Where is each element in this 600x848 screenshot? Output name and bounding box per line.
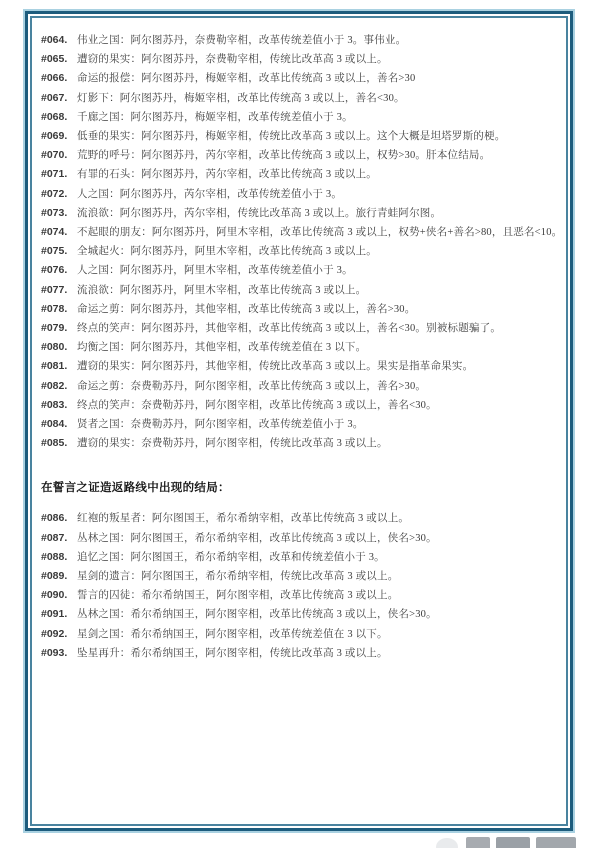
watermark-logo-icon <box>436 838 458 848</box>
ending-number: #074. <box>41 226 68 239</box>
ending-text: 流浪欲：阿尔图苏丹，芮尔宰相，传统比改革高 3 或以上。旅行青蛙阿尔图。 <box>77 207 442 219</box>
ending-text: 人之国：阿尔图苏丹，阿里木宰相，改革传统差值小于 3。 <box>77 265 353 277</box>
ending-entry <box>41 146 558 165</box>
article-content <box>32 18 566 824</box>
ending-text: 灯影下：阿尔图苏丹，梅姬宰相，改革比传统高 3 或以上，善名<30。 <box>77 92 405 104</box>
ending-number: #071. <box>41 168 68 181</box>
ending-number: #088. <box>41 550 68 563</box>
ending-list-main-route <box>41 31 563 453</box>
ending-entry <box>41 185 558 204</box>
ending-entry <box>41 223 563 242</box>
ending-text: 荒野的呼号：阿尔图苏丹，芮尔宰相，改革比传统高 3 或以上，权势>30。肝本位结局。 <box>77 150 491 162</box>
ending-number: #093. <box>41 646 68 659</box>
ending-text: 流浪欲：阿尔图苏丹，阿里木宰相，改革比传统高 3 或以上。 <box>77 284 367 296</box>
ending-entry <box>41 625 558 644</box>
ending-text: 命运之剪：阿尔图苏丹，其他宰相，改革比传统高 3 或以上，善名>30。 <box>77 303 416 315</box>
ending-number: #066. <box>41 72 68 85</box>
ending-text: 命运之剪：奈费勒苏丹，阿尔图宰相，改革比传统高 3 或以上，善名>30。 <box>77 380 427 392</box>
ending-number: #068. <box>41 110 68 123</box>
ending-entry <box>41 548 558 567</box>
ending-number: #084. <box>41 418 68 431</box>
ending-number: #075. <box>41 245 68 258</box>
watermark-glyph <box>496 837 530 848</box>
ending-number: #091. <box>41 608 68 621</box>
watermark-glyph <box>466 837 490 848</box>
ending-entry <box>41 165 558 184</box>
ending-text: 追忆之国：阿尔图国王，希尔希纳宰相，改革和传统差值小于 3。 <box>77 551 385 563</box>
ending-entry <box>41 261 558 280</box>
ending-text: 红袍的叛星者：阿尔图国王，希尔希纳宰相，改革比传统高 3 或以上。 <box>77 513 410 525</box>
ending-number: #069. <box>41 130 68 143</box>
ending-number: #086. <box>41 512 68 525</box>
ending-entry <box>41 300 558 319</box>
ending-entry <box>41 396 558 415</box>
ending-number: #077. <box>41 283 68 296</box>
ending-text: 终点的笑声：阿尔图苏丹，其他宰相，改革比传统高 3 或以上，善名<30。别被标题骗了。 <box>77 323 502 335</box>
ending-entry <box>41 529 558 548</box>
section-header: 在誓言之证造返路线中出现的结局： <box>41 482 230 495</box>
ending-entry <box>41 415 558 434</box>
ending-number: #079. <box>41 322 68 335</box>
ending-text: 遭窃的果实：奈费勒苏丹，阿尔图宰相，传统比改革高 3 或以上。 <box>77 438 388 450</box>
watermark-fragment <box>436 837 586 848</box>
ending-number: #072. <box>41 187 68 200</box>
ending-list-oath-route <box>41 509 558 663</box>
ending-number: #067. <box>41 91 68 104</box>
ending-text: 终点的笑声：奈费勒苏丹，阿尔图宰相，改革比传统高 3 或以上，善名<30。 <box>77 399 437 411</box>
ending-number: #085. <box>41 437 68 450</box>
ending-entry <box>41 242 558 261</box>
ending-text: 千廊之国：阿尔图苏丹，梅姬宰相，改革传统差值小于 3。 <box>77 111 353 123</box>
ending-entry <box>41 377 558 396</box>
ending-number: #082. <box>41 379 68 392</box>
ending-number: #080. <box>41 341 68 354</box>
ending-text: 坠星再升：希尔希纳国王，阿尔图宰相，传统比改革高 3 或以上。 <box>77 647 388 659</box>
ending-entry <box>41 509 558 528</box>
decorative-frame-inner <box>30 16 568 826</box>
watermark-glyph <box>536 837 576 848</box>
ending-text: 均衡之国：阿尔图苏丹，其他宰相，改革传统差值在 3 以下。 <box>77 342 367 354</box>
ending-text: 丛林之国：阿尔图国王，希尔希纳宰相，改革比传统高 3 或以上，侠名>30。 <box>77 532 437 544</box>
ending-entry <box>41 127 558 146</box>
ending-text: 遭窃的果实：阿尔图苏丹，其他宰相，传统比改革高 3 或以上。果实是指革命果实。 <box>77 361 474 373</box>
ending-entry <box>41 605 558 624</box>
ending-entry <box>41 319 558 338</box>
ending-text: 星剑之国：希尔希纳国王，阿尔图宰相，改革传统差值在 3 以下。 <box>77 628 388 640</box>
ending-entry <box>41 50 558 69</box>
ending-text: 命运的报偿：阿尔图苏丹，梅姬宰相，改革比传统高 3 或以上，善名>30 <box>77 73 416 85</box>
ending-number: #073. <box>41 206 68 219</box>
ending-text: 贤者之国：奈费勒苏丹，阿尔图宰相，改革传统差值小于 3。 <box>77 419 364 431</box>
ending-number: #089. <box>41 570 68 583</box>
ending-entry <box>41 338 558 357</box>
ending-number: #078. <box>41 302 68 315</box>
ending-entry <box>41 281 558 300</box>
ending-number: #087. <box>41 531 68 544</box>
ending-number: #083. <box>41 398 68 411</box>
ending-number: #092. <box>41 627 68 640</box>
ending-text: 星剑的遗言：阿尔图国王，希尔希纳宰相，传统比改革高 3 或以上。 <box>77 571 399 583</box>
ending-entry <box>41 31 558 50</box>
ending-number: #076. <box>41 264 68 277</box>
ending-entry <box>41 69 558 88</box>
ending-text: 丛林之国：希尔希纳国王，阿尔图宰相，改革比传统高 3 或以上，侠名>30。 <box>77 609 437 621</box>
ending-text: 誓言的囚徒：希尔希纳国王，阿尔图宰相，改革比传统高 3 或以上。 <box>77 590 399 602</box>
ending-entry <box>41 89 558 108</box>
ending-text: 伟业之国：阿尔图苏丹，奈费勒宰相，改革传统差值小于 3。事伟业。 <box>77 35 407 46</box>
ending-text: 不起眼的朋友：阿尔图苏丹，阿里木宰相，改革比传统高 3 或以上，权势+侠名+善名>80，且恶名<10。 <box>77 227 563 239</box>
ending-number: #070. <box>41 149 68 162</box>
ending-entry <box>41 586 558 605</box>
ending-entry <box>41 108 558 127</box>
ending-entry <box>41 357 558 376</box>
decorative-frame <box>25 11 573 831</box>
ending-entry <box>41 434 558 453</box>
ending-entry <box>41 644 558 663</box>
ending-number: #065. <box>41 53 68 66</box>
ending-text: 遭窃的果实：阿尔图苏丹，奈费勒宰相，传统比改革高 3 或以上。 <box>77 54 388 66</box>
ending-entry <box>41 567 558 586</box>
ending-text: 全城起火：阿尔图苏丹，阿里木宰相，改革比传统高 3 或以上。 <box>77 246 377 258</box>
ending-entry <box>41 204 558 223</box>
ending-number: #081. <box>41 360 68 373</box>
ending-text: 有罪的石头：阿尔图苏丹，芮尔宰相，改革比传统高 3 或以上。 <box>77 169 377 181</box>
ending-text: 低垂的果实：阿尔图苏丹，梅姬宰相，传统比改革高 3 或以上。这个大概是坦塔罗斯的梗。 <box>77 131 506 143</box>
ending-text: 人之国：阿尔图苏丹，芮尔宰相，改革传统差值小于 3。 <box>77 188 343 200</box>
ending-number: #064. <box>41 34 68 46</box>
ending-number: #090. <box>41 589 68 602</box>
